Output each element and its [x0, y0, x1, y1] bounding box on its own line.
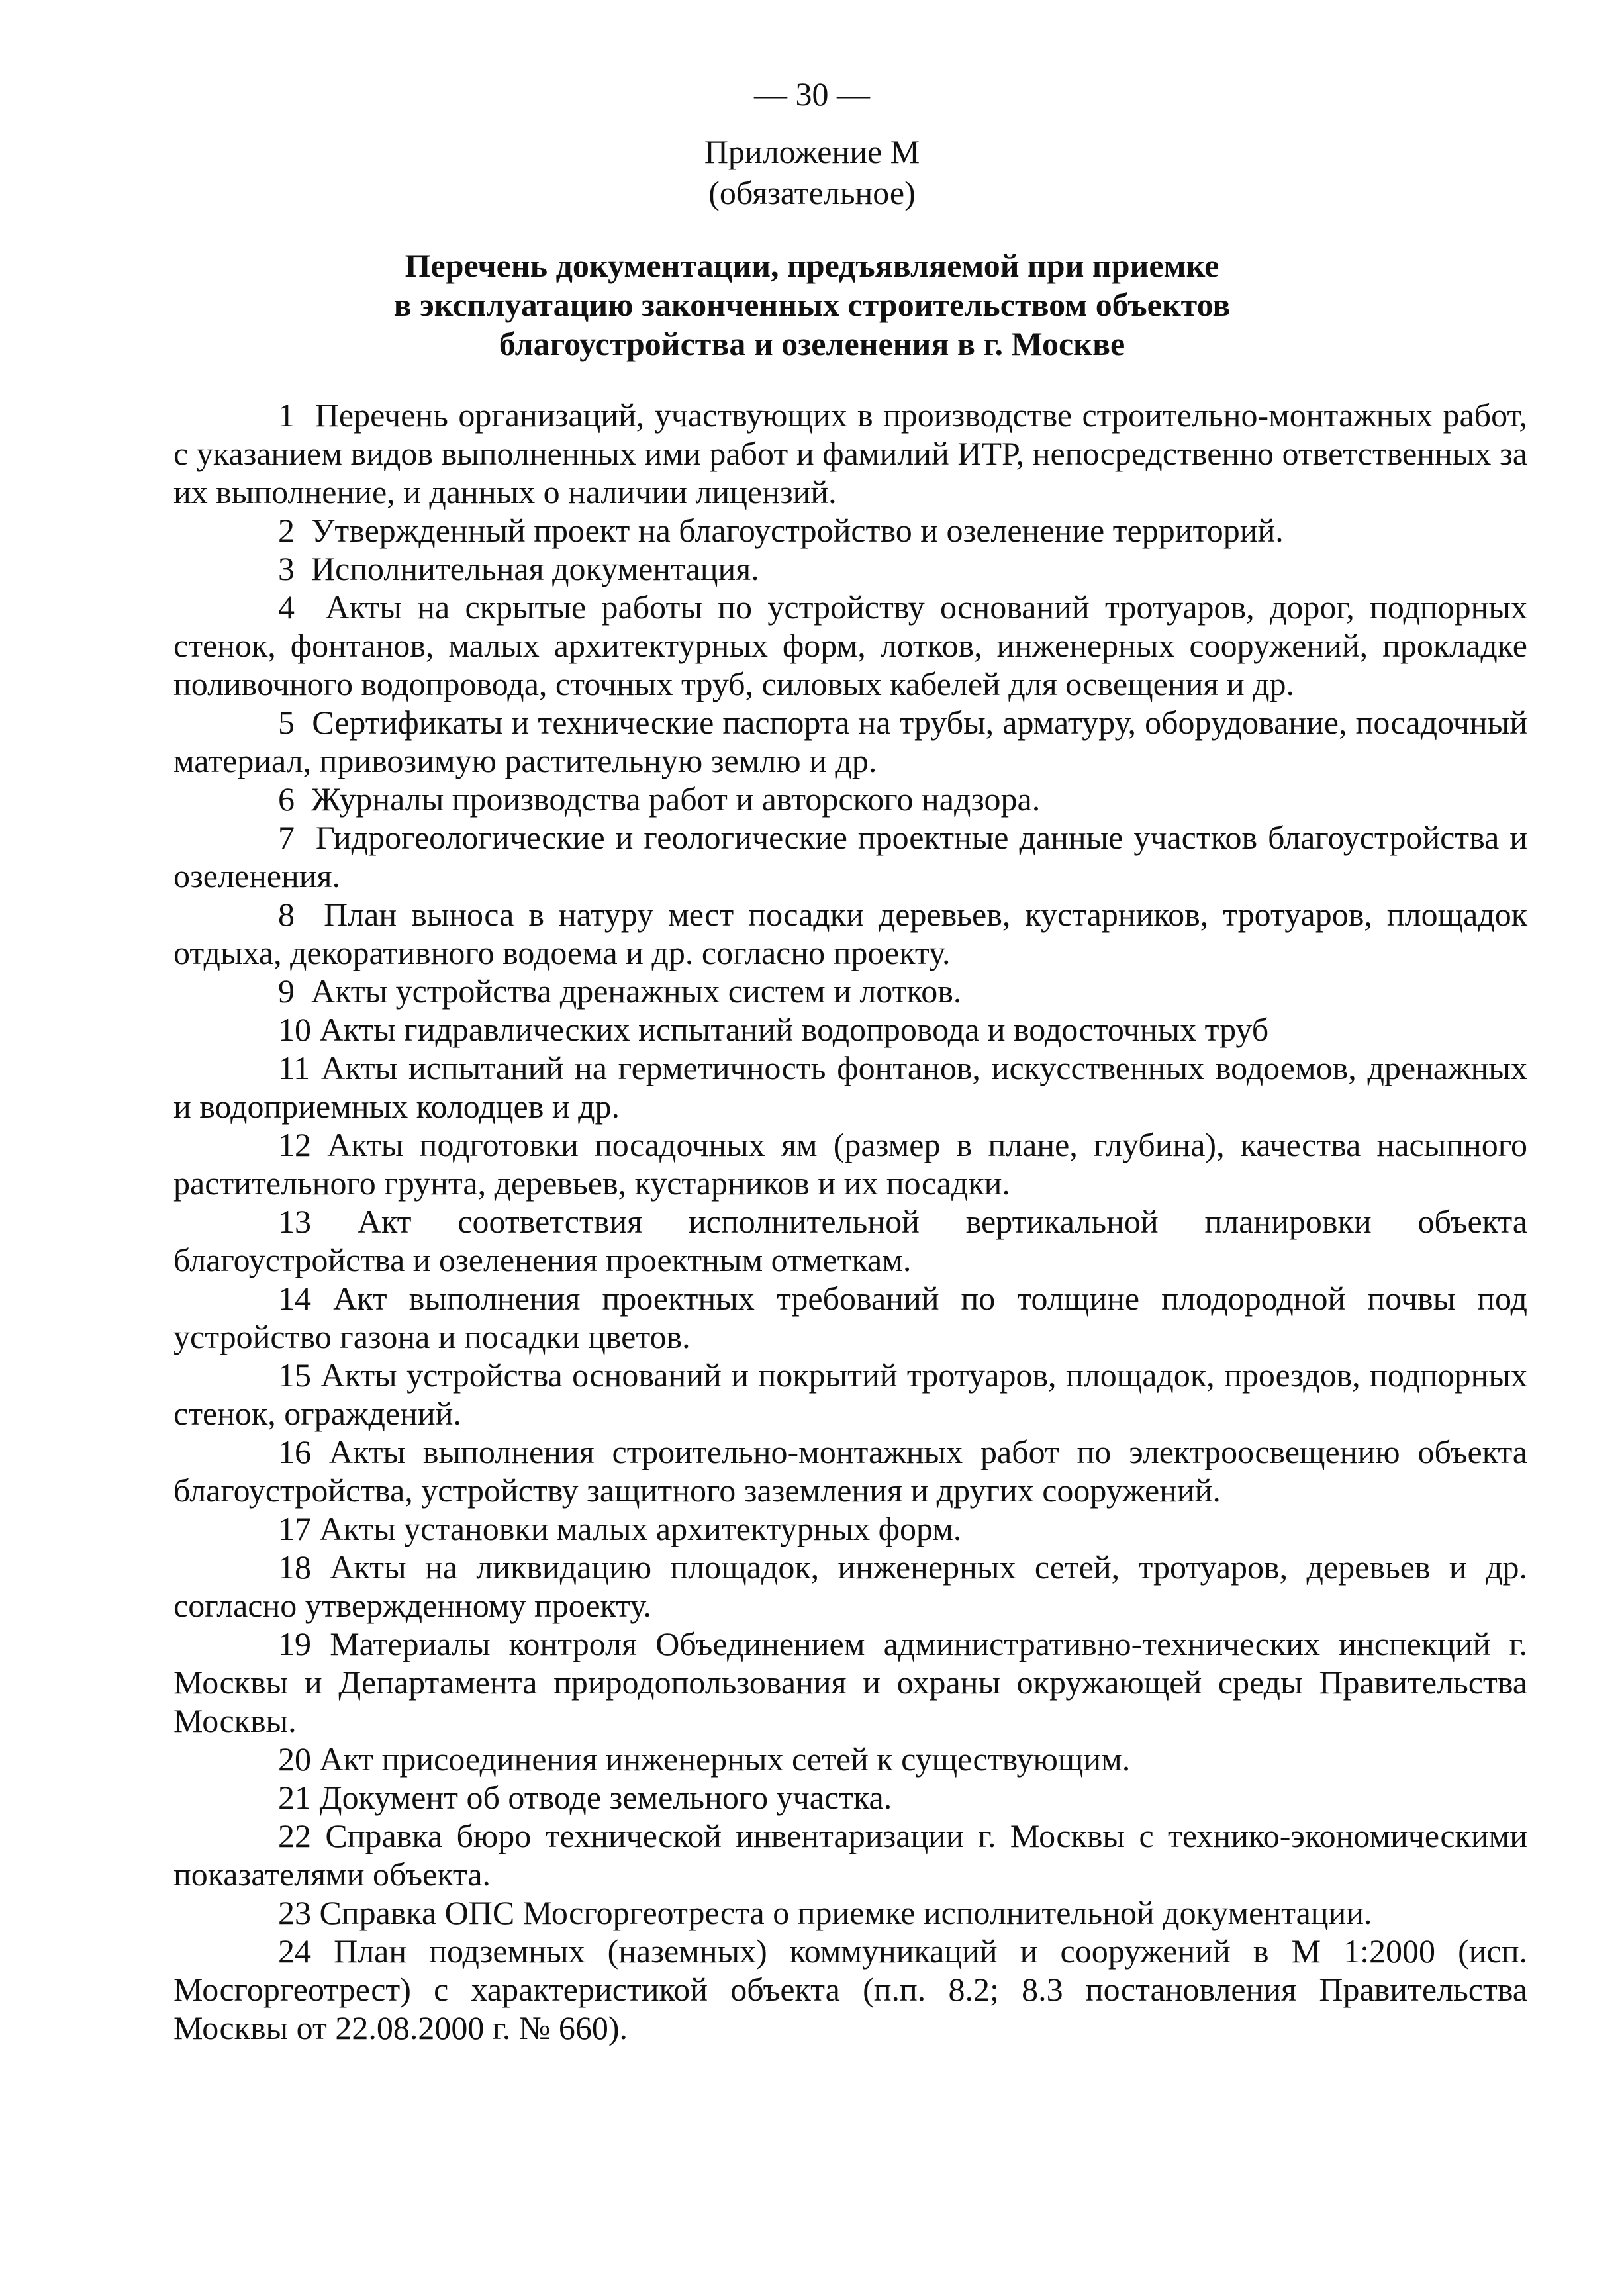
- appendix-label: Приложение М: [704, 133, 920, 170]
- list-item: [173, 1433, 1527, 1509]
- list-item: [173, 549, 1527, 588]
- list-item-text: Журналы производства работ и авторского надзора.: [311, 781, 1041, 818]
- list-item-number: 11: [278, 1049, 310, 1086]
- list-item-text: Акты гидравлических испытаний водопровода и водосточных труб: [319, 1011, 1269, 1048]
- list-item-text: Исполнительная документация.: [311, 550, 759, 587]
- list-item: [173, 1202, 1527, 1279]
- list-item-number: 5: [278, 704, 295, 741]
- list-item: [173, 818, 1527, 895]
- list-item-text: Сертификаты и технические паспорта на трубы, арматуру, оборудование, посадочный материал, привозимую растительную землю и др.: [173, 704, 1528, 779]
- list-item-text: План выноса в натуру мест посадки деревьев, кустарников, тротуаров, площадок отдыха, декоративного водоема и др. согласно проекту.: [173, 896, 1528, 971]
- document-title-line-2: в эксплуатацию законченных строительством объектов: [393, 286, 1231, 323]
- list-item: [173, 1279, 1527, 1356]
- list-item: [173, 588, 1527, 703]
- list-item-number: 4: [278, 589, 295, 626]
- list-item-text: Акты на ликвидацию площадок, инженерных сетей, тротуаров, деревьев и др. согласно утвержденному проекту.: [173, 1548, 1528, 1624]
- list-item: [173, 1509, 1527, 1548]
- list-item-number: 2: [278, 512, 295, 549]
- document-title-line-1: Перечень документации, предъявляемой при приемке: [405, 247, 1219, 284]
- list-item-text: Акты подготовки посадочных ям (размер в плане, глубина), качества насыпного растительного грунта, деревьев, кустарников и их посадки.: [173, 1126, 1528, 1202]
- list-item: [173, 1932, 1527, 2047]
- list-item-number: 16: [278, 1433, 311, 1470]
- list-item-number: 14: [278, 1280, 311, 1317]
- list-item-text: Справка бюро технической инвентаризации г. Москвы с технико-экономическими показателями объекта.: [173, 1817, 1527, 1893]
- list-item-number: 1: [278, 397, 295, 434]
- list-item: [173, 1893, 1527, 1932]
- list-item-number: 6: [278, 781, 295, 818]
- list-item-number: 7: [278, 819, 295, 856]
- list-item-number: 15: [278, 1357, 311, 1394]
- list-item-text: Акты устройства дренажных систем и лотков.: [311, 973, 962, 1010]
- list-item-text: Материалы контроля Объединением административно-технических инспекций г. Москвы и Департамента природопользования и охраны окружающей среды Правительства Москвы.: [173, 1625, 1528, 1739]
- page-number: — 30 —: [754, 75, 870, 113]
- list-item: [173, 1625, 1527, 1740]
- list-item: [173, 1817, 1527, 1893]
- list-item-text: Акт соответствия исполнительной вертикальной планировки объекта благоустройства и озеленения проектным отметкам.: [173, 1203, 1527, 1278]
- list-item: [173, 1778, 1527, 1817]
- list-item: [173, 1049, 1527, 1125]
- list-item-number: 24: [278, 1932, 311, 1970]
- list-item-number: 18: [278, 1548, 311, 1586]
- list-item-number: 9: [278, 973, 295, 1010]
- list-item-text: Акты установки малых архитектурных форм.: [319, 1510, 962, 1547]
- list-item-number: 21: [278, 1779, 311, 1816]
- list-item: [173, 1740, 1527, 1778]
- list-item: [173, 895, 1527, 972]
- list-item-text: Акты на скрытые работы по устройству оснований тротуаров, дорог, подпорных стенок, фонтанов, малых архитектурных форм, лотков, инженерных сооружений, прокладке поливочного водопровода, сточных труб, силовых кабелей для освещения и др.: [173, 589, 1527, 702]
- list-item-number: 23: [278, 1894, 311, 1931]
- list-item-number: 3: [278, 550, 295, 587]
- list-item-text: План подземных (наземных) коммуникаций и сооружений в М 1:2000 (исп. Мосгоргеотрест) с характеристикой объекта (п.п. 8.2; 8.3 постановления Правительства Москвы от 22.08.2000 г. № 660).: [173, 1932, 1527, 2046]
- list-item-number: 13: [278, 1203, 311, 1240]
- list-item-number: 10: [278, 1011, 311, 1048]
- document-list: [173, 396, 1527, 2047]
- list-item-number: 22: [278, 1817, 311, 1854]
- list-item: [173, 396, 1527, 511]
- list-item-number: 20: [278, 1740, 311, 1778]
- list-item-text: Документ об отводе земельного участка.: [319, 1779, 892, 1816]
- document-title-line-3: благоустройства и озеленения в г. Москве: [499, 325, 1125, 362]
- list-item: [173, 703, 1527, 780]
- list-item: [173, 1125, 1527, 1202]
- list-item: [173, 780, 1527, 818]
- document-title: [0, 246, 1624, 363]
- list-item-text: Гидрогеологические и геологические проектные данные участков благоустройства и озеленения.: [173, 819, 1527, 894]
- appendix-type: (обязательное): [708, 174, 916, 211]
- list-item-text: Акты устройства оснований и покрытий тротуаров, площадок, проездов, подпорных стенок, ограждений.: [173, 1357, 1527, 1432]
- list-item: [173, 511, 1527, 549]
- list-item: [173, 972, 1527, 1010]
- list-item-text: Акт выполнения проектных требований по толщине плодородной почвы под устройство газона и посадки цветов.: [173, 1280, 1528, 1355]
- appendix-heading: [0, 131, 1624, 213]
- list-item: [173, 1010, 1527, 1049]
- list-item-number: 12: [278, 1126, 311, 1163]
- list-item-text: Акты выполнения строительно-монтажных работ по электроосвещению объекта благоустройства, устройству защитного заземления и других сооружений.: [173, 1433, 1527, 1509]
- list-item: [173, 1356, 1527, 1433]
- list-item-number: 8: [278, 896, 295, 933]
- list-item-number: 17: [278, 1510, 311, 1547]
- list-item-number: 19: [278, 1625, 311, 1662]
- list-item: [173, 1548, 1527, 1625]
- list-item-text: Утвержденный проект на благоустройство и озеленение территорий.: [311, 512, 1284, 549]
- list-item-text: Акты испытаний на герметичность фонтанов, искусственных водоемов, дренажных и водоприемных колодцев и др.: [173, 1049, 1528, 1125]
- list-item-text: Акт присоединения инженерных сетей к существующим.: [319, 1740, 1131, 1778]
- list-item-text: Перечень организаций, участвующих в производстве строительно-монтажных работ, с указанием видов выполненных ими работ и фамилий ИТР, непосредственно ответственных за их выполнение, и данных о наличии лицензий.: [173, 397, 1528, 510]
- list-item-text: Справка ОПС Мосгоргеотреста о приемке исполнительной документации.: [319, 1894, 1372, 1931]
